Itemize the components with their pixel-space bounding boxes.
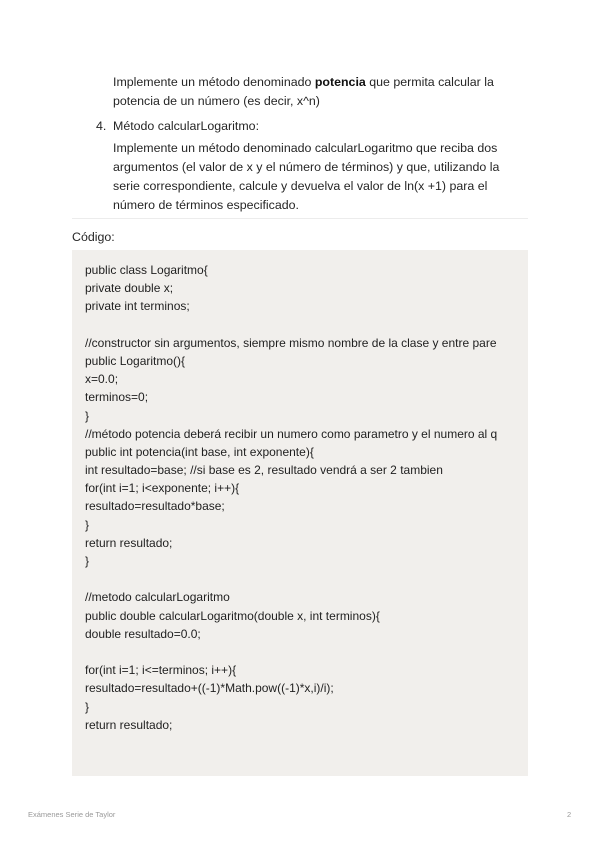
code-lines (85, 261, 528, 734)
code-line: for(int i=1; i<exponente; i++){ (85, 481, 240, 496)
code-block (72, 250, 528, 776)
code-line: resultado=resultado*base; (85, 499, 225, 514)
code-line: } (85, 517, 90, 532)
list-item-number: 4. (96, 119, 107, 133)
page-number: 2 (567, 810, 572, 819)
code-line: int resultado=base; //si base es 2, resultado vendrá a ser 2 tambien (85, 463, 443, 478)
list-item-title: Método calcularLogaritmo: (113, 119, 260, 133)
code-line: //método potencia deberá recibir un numero como parametro y el numero al q (85, 426, 498, 441)
section-divider (72, 218, 528, 219)
code-line: return resultado; (85, 535, 173, 550)
code-line: double resultado=0.0; (85, 626, 201, 641)
code-line (85, 316, 528, 334)
code-line: terminos=0; (85, 390, 149, 405)
description-line: argumentos (el valor de x y el número de términos) y que, utilizando la (113, 160, 500, 174)
code-line: //metodo calcularLogaritmo (85, 590, 230, 605)
code-label: Código: (72, 230, 115, 244)
code-line: private int terminos; (85, 299, 190, 314)
intro-bold-term: potencia (314, 75, 366, 89)
code-line (85, 643, 528, 661)
code-line: //constructor sin argumentos, siempre mismo nombre de la clase y entre pare (85, 335, 497, 350)
code-line: for(int i=1; i<=terminos; i++){ (85, 663, 237, 678)
code-line: return resultado; (85, 717, 173, 732)
intro-text-before: Implemente un método denominado (113, 75, 315, 89)
potencia-description-line-2: potencia de un número (es decir, x^n) (113, 94, 320, 108)
code-line: public Logaritmo(){ (85, 353, 186, 368)
code-line: resultado=resultado+((-1)*Math.pow((-1)*x,i)/i); (85, 681, 334, 696)
description-line: serie correspondiente, calcule y devuelva el valor de ln(x +1) para el (113, 179, 488, 193)
calcular-logaritmo-description (113, 139, 523, 215)
description-line: número de términos especificado. (113, 198, 299, 212)
code-line: public class Logaritmo{ (85, 263, 208, 277)
code-line (85, 570, 528, 588)
description-line: Implemente un método denominado calcularLogaritmo que reciba dos (113, 141, 498, 155)
potencia-description (113, 73, 523, 111)
code-line: } (85, 699, 90, 714)
code-line: } (85, 408, 90, 423)
footer-title: Exámenes Serie de Taylor (28, 810, 116, 819)
code-line: public double calcularLogaritmo(double x, int terminos){ (85, 608, 380, 623)
intro-text-after: que permita calcular la (365, 75, 494, 89)
code-line: } (85, 554, 90, 568)
code-line: public int potencia(int base, int exponente){ (85, 444, 314, 459)
potencia-description-line-1 (113, 73, 523, 92)
code-line: private double x; (85, 281, 174, 296)
code-line: x=0.0; (85, 372, 119, 387)
